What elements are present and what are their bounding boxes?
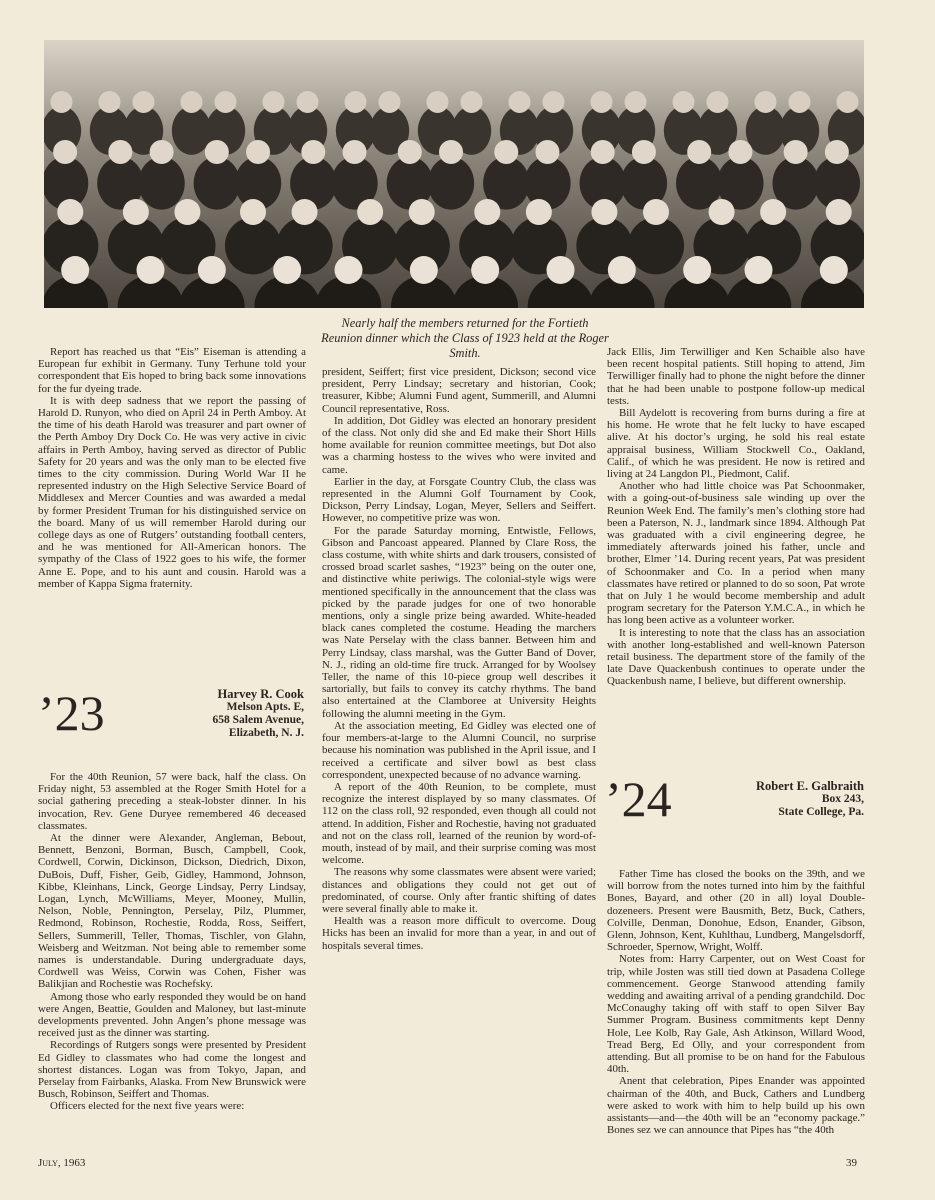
paragraph: Officers elected for the next five years were: xyxy=(50,1100,245,1113)
person-head xyxy=(760,199,786,225)
paragraph: Among those who early responded they would be on hand were Angen, Beattie, Goulden and Maloney, but last-minute developments prevented. John Angen’s phone message was received just as the dinner was starting. xyxy=(38,990,306,1040)
person-head xyxy=(526,199,552,225)
issue-date: July, 1963 xyxy=(38,1157,86,1169)
person-head xyxy=(181,91,203,113)
person-head xyxy=(494,140,518,164)
person-head xyxy=(273,256,301,284)
person-head xyxy=(61,256,89,284)
person-head xyxy=(198,256,226,284)
person-head xyxy=(687,140,711,164)
class-year-1923: ’23 xyxy=(38,685,105,741)
column-3-top xyxy=(607,346,865,688)
paragraph: At the dinner were Alexander, Angleman, Bebout, Bennett, Benzoni, Borman, Busch, Campbell, Cook, Cordwell, Corwin, Dickinson, Dickson, Diedrich, Dixon, DuBois, Duff, Fisher, Geib, Gidley, Hammond, Johnson, Kibbe, Kleinhans, Linck, George Lindsay, Perry Lindsay, Logan, Lynch, McWilliams, Meyer, Mooney, Mullin, Nelson, Noble, Pennington, Perselay, Pilz, Plummer, Redmond, Robinson, Rochestie, Rodda, Ross, Seiffert, Sellers, Summerill, Teller, Thomas, Tischler, von Glahn, Weisberg and Weitzman. Not being able to remember some names is understandable. During undergraduate days, Cordwell was Weiss, Corwin was Cohen, Fisher was Balikjian and Rochestie was Rochefsky. xyxy=(38,832,306,991)
person-head xyxy=(709,199,735,225)
person-head xyxy=(379,91,401,113)
paragraph: Notes from: Harry Carpenter, out on West Coast for trip, while Josten was still tied down at Pasadena College commencement. George Stanwood attending family wedding and awaiting arrival of a pending grandchild. Doc McConaughy taking off with staff to open Silver Bay Summer Program. Business commitments kept Denny Hole, Lee Kolb, Ray Gale, Ash Atkinson, Willard Wood, Tread Berg, Ed Olly, and your correspondent from attending. But all promise to be on hand for the Fabulous 40th. xyxy=(607,953,865,1076)
paragraph: It is interesting to note that the class has an association with another long-established and well-known Paterson retail business. The department store of the family of the late Dave Quackenbush continues to operate under the Quackenbush name, I believe, but different ownership. xyxy=(607,626,865,688)
paragraph: It is with deep sadness that we report the passing of Harold D. Runyon, who died on April 24 in Perth Amboy. At the time of his death Harold was treasurer and part owner of the Perth Amboy Dry Dock Co. He was very active in civic affairs in Perth Amboy, having served as director of Public Safety for 20 years and was the only man to be elected five times to the city commission. During World War II he represented industry on the High Selective Service Board of Middlesex and Mercer Counties and was awarded a medal by former President Truman for his distinguished service on the board. Many of us will remember Harold during our college days as one of Rutgers’ outstanding football centers, and he was mentioned for All-American honors. The sympathy of the Class of 1922 goes to his wife, the former Anne E. Pope, and to his aunt and cousin. Harold was a member of Kappa Sigma fraternity. xyxy=(38,394,306,590)
paragraph: The reasons why some classmates were absent were varied; distances and obligations they could not get out of predominated, of course. Only after frantic shifting of dates were several finally able to make it. xyxy=(322,866,596,915)
person-head xyxy=(57,199,83,225)
person-head xyxy=(461,91,483,113)
person-head xyxy=(398,140,422,164)
person-body xyxy=(225,217,281,274)
address-line: State College, Pa. xyxy=(778,806,864,818)
person-head xyxy=(591,140,615,164)
address-line: 658 Salem Avenue, xyxy=(212,714,304,726)
person-head xyxy=(547,256,575,284)
person-body xyxy=(428,157,474,210)
person-head xyxy=(643,199,669,225)
column-3-bottom xyxy=(607,868,865,1136)
person-head xyxy=(826,199,852,225)
person-head xyxy=(755,91,777,113)
person-head xyxy=(246,140,270,164)
class-1923-correspondent xyxy=(150,688,304,740)
person-head xyxy=(784,140,808,164)
correspondent-name: Robert E. Galbraith xyxy=(756,779,864,793)
person-head xyxy=(608,256,636,284)
person-head xyxy=(625,91,647,113)
person-head xyxy=(357,199,383,225)
person-head xyxy=(297,91,319,113)
page-number: 39 xyxy=(846,1157,857,1169)
person-head xyxy=(535,140,559,164)
person-head xyxy=(137,256,165,284)
person-head xyxy=(335,256,363,284)
person-head xyxy=(123,199,149,225)
correspondent-name: Harvey R. Cook xyxy=(217,687,304,701)
person-head xyxy=(301,140,325,164)
person-head xyxy=(345,91,367,113)
person-head xyxy=(215,91,237,113)
person-head xyxy=(133,91,155,113)
person-head xyxy=(205,140,229,164)
person-body xyxy=(746,106,785,154)
person-body xyxy=(138,157,184,210)
person-head xyxy=(509,91,531,113)
address-line: Melson Apts. E, xyxy=(226,701,304,713)
person-head xyxy=(174,199,200,225)
person-head xyxy=(439,140,463,164)
person-body xyxy=(172,106,211,154)
person-body xyxy=(194,157,240,210)
person-head xyxy=(343,140,367,164)
person-head xyxy=(591,91,613,113)
address-line: Box 243, xyxy=(821,793,864,805)
person-head xyxy=(409,199,435,225)
person-head xyxy=(707,91,729,113)
person-head xyxy=(240,199,266,225)
paragraph: Father Time has closed the books on the 39th, and we will borrow from the notes turned into him by the faithful Bones, Bayard, and other (20 in all) loyal Double-dozeneers. Present were Bausmith, Betz, Buck, Cathers, Colville, Denman, Donohue, Edson, Enander, Gibson, Glenn, Johnson, Kent, Kuhlthau, Lundberg, Mangelsdorff, Schroeder, Spernow, Wright, Wolff. xyxy=(607,868,865,954)
person-head xyxy=(410,256,438,284)
paragraph: Earlier in the day, at Forsgate Country Club, the class was represented in the Alumni Golf Tournament by Cook, Dickson, Perry Lindsay, Logan, Meyer, Sellers and Seiffert. However, no competitive prize was won. xyxy=(322,475,596,525)
paragraph: Another who had little choice was Pat Schoonmaker, with a going-out-of-business sale winding up over the Reunion Week End. The family’s men’s clothing store had been a Paterson, N. J., landmark since 1894. Although Pat was graduated with a civil engineering degree, he immediately afterwards joined his father, uncle and brother, Elmer ’14. During recent years, Pat was president of Schoonmaker and Co. In a period when many classmates have retired or planned to do so soon, Pat wrote that on July 1 he would become membership and adult program secretary for the Paterson Y.M.C.A., in which he has long been active as a volunteer worker. xyxy=(607,480,865,627)
paragraph: Bill Aydelott is recovering from burns during a fire at his home. He wrote that he felt lucky to have escaped alive. At his doctor’s urging, he sold his real estate appraisal business, William Stockwell Co., Oakland, Calif., of which he was president. He now is retired and living at 24 Langdon Pl., Piedmont, Calif. xyxy=(607,407,865,481)
paragraph: president, Seiffert; first vice president, Dickson; second vice president, Perry Lindsay; secretary and historian, Cook; treasurer, Kibbe; Alumni Fund agent, Summerill, and Alumni Council representative, Ross. xyxy=(322,366,596,415)
person-head xyxy=(53,140,77,164)
person-head xyxy=(99,91,121,113)
paragraph: For the parade Saturday morning, Entwistle, Fellows, Gibson and Pancoast appeared. Planned by Clare Ross, the class costume, with white shirts and dark trousers, consisted of crossed broad scarlet sashes, “1923” being on the outer one, and distinctive white periwigs. The colonial-style wigs were mentioned specifically in the announcement that the class was picked by the parade judges for one of two honorable mentions, only a single prize being awarded. White-headed black canes completed the costume. Heading the marchers was Nate Perselay with the class banner. Between him and Perry Lindsay, class marshal, was the Gutter Band of Dover, N. J., riding an old-time fire truck. Arranged for by Woolsey Teller, the name of this 10-piece group well describes it sartorially, but fails to convey its catchy rhythms. The band also entertained at the Clamboree at University Heights following the alumni meeting in the Gym. xyxy=(322,524,596,720)
paragraph: A report of the 40th Reunion, to be complete, must recognize the interest displayed by so many classmates. Of 112 on the class roll, 92 responded, even though all could not attend. In addition, Fisher and Rochestie, having not graduated and not on the class roll, learned of the reunion by word-of-mouth, instead of by mail, and their surprise coming was most welcome. xyxy=(322,780,596,867)
paragraph: For the 40th Reunion, 57 were back, half the class. On Friday night, 53 assembled at the Roger Smith Hotel for a social gathering preceding a steak-lobster dinner. In his invocation, Rev. Gene Duryee remembered 46 deceased classmates. xyxy=(38,771,306,832)
person-head xyxy=(474,199,500,225)
paragraph: At the association meeting, Ed Gidley was elected one of four members-at-large to the Alumni Council, no surprise because his nomination was published in the April issue, and I received a certificate and silver bowl as best class correspondent, unexpected because of no advance warning. xyxy=(322,719,596,781)
address-line: Elizabeth, N. J. xyxy=(228,727,304,739)
person-head xyxy=(683,256,711,284)
person-head xyxy=(825,140,849,164)
paragraph: Jack Ellis, Jim Terwilliger and Ken Schaible also have been recent hospital patients. Still hoping to attend, Jim Terwilliger finally had to phone the night before the dinner that he had been unable to postpone follow-up medical tests. xyxy=(607,346,865,407)
paragraph: Health was a reason more difficult to overcome. Doug Hicks has been an invalid for more than a year, in and out of hospitals several times. xyxy=(322,915,596,952)
person-head xyxy=(591,199,617,225)
paragraph: Report has reached us that “Eis” Eiseman is attending a European fur exhibit in Germany. Tuny Terhune told your correspondent that Eis hoped to bring back some innovations for the fur dyeing trade. xyxy=(38,346,306,395)
photo-caption: Nearly half the members returned for the Fortieth Reunion dinner which the Class of 1923 held at the Roger Smith. xyxy=(321,316,609,360)
class-year-1924: ’24 xyxy=(605,771,672,827)
column-1-top xyxy=(38,346,306,590)
column-1-bottom xyxy=(38,771,306,1113)
person-head xyxy=(789,91,811,113)
person-head xyxy=(543,91,565,113)
person-head xyxy=(837,91,859,113)
paragraph: Anent that celebration, Pipes Enander was appointed chairman of the 40th, and Buck, Cathers and Lundberg were asked to work with him to help build up his own assistants—and—the 40th will be an “economy package.” Bones sez we can announce that Pipes has “the 40th xyxy=(607,1075,865,1137)
person-head xyxy=(108,140,132,164)
person-head xyxy=(292,199,318,225)
person-head xyxy=(51,91,73,113)
person-head xyxy=(745,256,773,284)
person-head xyxy=(728,140,752,164)
reunion-group-photo xyxy=(44,40,864,308)
person-head xyxy=(263,91,285,113)
column-2 xyxy=(322,366,596,952)
person-head xyxy=(150,140,174,164)
person-body xyxy=(628,217,684,274)
paragraph: In addition, Dot Gidley was elected an honorary president of the class. Not only did she and Ed make their Short Hills home available for reunion committee meetings, but Dot also was a charming hostess to the wives who were invited and came. xyxy=(322,414,596,476)
person-head xyxy=(427,91,449,113)
class-1924-correspondent xyxy=(700,780,864,819)
person-head xyxy=(820,256,848,284)
person-head xyxy=(632,140,656,164)
person-head xyxy=(471,256,499,284)
person-head xyxy=(673,91,695,113)
paragraph: Recordings of Rutgers songs were presented by President Ed Gidley to classmates who had come the longest and shortest distances. Logan was from Tokyo, Japan, and Perselay from Fairbanks, Alaska. From New Brunswick were Busch, Robinson, Seiffert and Thomas. xyxy=(38,1039,306,1101)
